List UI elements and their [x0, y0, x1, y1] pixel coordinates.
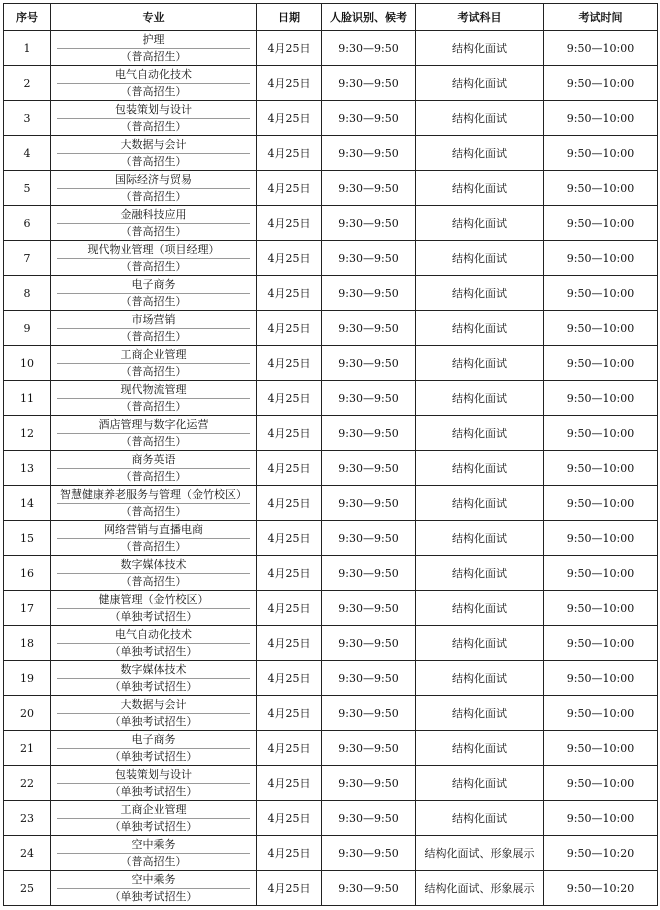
enrollment-type: （普高招生）: [120, 505, 187, 519]
major-name: 健康管理（金竹校区）: [57, 591, 250, 609]
exam-subject: 结构化面试: [416, 521, 544, 556]
enrollment-type: （单独考试招生）: [109, 680, 198, 694]
exam-time: 9:50—10:00: [544, 661, 658, 696]
table-row: [4, 696, 658, 731]
row-number: 2: [4, 66, 51, 101]
exam-subject: 结构化面试: [416, 451, 544, 486]
exam-date: 4月25日: [257, 101, 322, 136]
exam-subject: 结构化面试: [416, 731, 544, 766]
table-row: [4, 871, 658, 906]
enrollment-type: （普高招生）: [120, 225, 187, 239]
exam-date: 4月25日: [257, 556, 322, 591]
major-name: 包装策划与设计: [57, 766, 250, 784]
checkin-time: 9:30—9:50: [322, 556, 416, 591]
exam-subject: 结构化面试: [416, 696, 544, 731]
row-number: 20: [4, 696, 51, 731]
row-number: 12: [4, 416, 51, 451]
enrollment-type: （普高招生）: [120, 330, 187, 344]
enrollment-type: （普高招生）: [120, 50, 187, 64]
exam-time: 9:50—10:00: [544, 136, 658, 171]
row-number: 9: [4, 311, 51, 346]
exam-subject: 结构化面试: [416, 206, 544, 241]
major-name: 大数据与会计: [57, 136, 250, 154]
exam-time: 9:50—10:00: [544, 276, 658, 311]
checkin-time: 9:30—9:50: [322, 241, 416, 276]
enrollment-type: （普高招生）: [120, 540, 187, 554]
enrollment-type: （普高招生）: [120, 575, 187, 589]
table-row: [4, 486, 658, 521]
row-number: 19: [4, 661, 51, 696]
major-cell: [51, 381, 257, 416]
row-number: 23: [4, 801, 51, 836]
checkin-time: 9:30—9:50: [322, 801, 416, 836]
checkin-time: 9:30—9:50: [322, 416, 416, 451]
exam-date: 4月25日: [257, 661, 322, 696]
exam-subject: 结构化面试、形象展示: [416, 871, 544, 906]
major-cell: [51, 451, 257, 486]
checkin-time: 9:30—9:50: [322, 101, 416, 136]
exam-subject: 结构化面试: [416, 311, 544, 346]
table-row: [4, 381, 658, 416]
table-row: [4, 556, 658, 591]
major-cell: [51, 206, 257, 241]
enrollment-type: （单独考试招生）: [109, 645, 198, 659]
exam-subject: 结构化面试: [416, 241, 544, 276]
major-cell: [51, 66, 257, 101]
exam-subject: 结构化面试、形象展示: [416, 836, 544, 871]
enrollment-type: （普高招生）: [120, 260, 187, 274]
major-cell: [51, 311, 257, 346]
header-checkin: 人脸识别、候考: [322, 4, 416, 31]
header-time: 考试时间: [544, 4, 658, 31]
major-name: 智慧健康养老服务与管理（金竹校区）: [57, 486, 250, 504]
exam-subject: 结构化面试: [416, 66, 544, 101]
exam-time: 9:50—10:00: [544, 346, 658, 381]
exam-subject: 结构化面试: [416, 591, 544, 626]
exam-date: 4月25日: [257, 451, 322, 486]
exam-time: 9:50—10:00: [544, 626, 658, 661]
major-name: 酒店管理与数字化运营: [57, 416, 250, 434]
major-cell: [51, 171, 257, 206]
enrollment-type: （单独考试招生）: [109, 610, 198, 624]
enrollment-type: （单独考试招生）: [109, 820, 198, 834]
table-row: [4, 416, 658, 451]
major-name: 工商企业管理: [57, 346, 250, 364]
major-name: 电气自动化技术: [57, 66, 250, 84]
major-name: 数字媒体技术: [57, 556, 250, 574]
exam-subject: 结构化面试: [416, 276, 544, 311]
exam-subject: 结构化面试: [416, 556, 544, 591]
exam-time: 9:50—10:00: [544, 766, 658, 801]
exam-subject: 结构化面试: [416, 346, 544, 381]
major-name: 现代物业管理（项目经理）: [57, 241, 250, 259]
major-cell: [51, 801, 257, 836]
table-row: [4, 451, 658, 486]
exam-date: 4月25日: [257, 311, 322, 346]
row-number: 7: [4, 241, 51, 276]
exam-date: 4月25日: [257, 136, 322, 171]
checkin-time: 9:30—9:50: [322, 731, 416, 766]
checkin-time: 9:30—9:50: [322, 766, 416, 801]
exam-date: 4月25日: [257, 416, 322, 451]
checkin-time: 9:30—9:50: [322, 381, 416, 416]
exam-time: 9:50—10:00: [544, 101, 658, 136]
header-date: 日期: [257, 4, 322, 31]
table-row: [4, 276, 658, 311]
enrollment-type: （普高招生）: [120, 435, 187, 449]
checkin-time: 9:30—9:50: [322, 486, 416, 521]
table-row: [4, 101, 658, 136]
exam-time: 9:50—10:00: [544, 451, 658, 486]
exam-date: 4月25日: [257, 591, 322, 626]
checkin-time: 9:30—9:50: [322, 171, 416, 206]
exam-time: 9:50—10:00: [544, 731, 658, 766]
row-number: 16: [4, 556, 51, 591]
major-cell: [51, 696, 257, 731]
checkin-time: 9:30—9:50: [322, 626, 416, 661]
major-name: 网络营销与直播电商: [57, 521, 250, 539]
exam-subject: 结构化面试: [416, 381, 544, 416]
header-row: [4, 4, 658, 31]
table-row: [4, 346, 658, 381]
exam-time: 9:50—10:00: [544, 381, 658, 416]
enrollment-type: （单独考试招生）: [109, 785, 198, 799]
row-number: 25: [4, 871, 51, 906]
exam-date: 4月25日: [257, 241, 322, 276]
major-cell: [51, 591, 257, 626]
major-cell: [51, 346, 257, 381]
table-row: [4, 801, 658, 836]
major-cell: [51, 136, 257, 171]
enrollment-type: （普高招生）: [120, 120, 187, 134]
enrollment-type: （单独考试招生）: [109, 750, 198, 764]
table-row: [4, 521, 658, 556]
exam-subject: 结构化面试: [416, 171, 544, 206]
table-row: [4, 31, 658, 66]
checkin-time: 9:30—9:50: [322, 206, 416, 241]
row-number: 8: [4, 276, 51, 311]
major-cell: [51, 766, 257, 801]
major-name: 国际经济与贸易: [57, 171, 250, 189]
enrollment-type: （普高招生）: [120, 855, 187, 869]
exam-schedule-table: [3, 3, 658, 906]
checkin-time: 9:30—9:50: [322, 836, 416, 871]
enrollment-type: （单独考试招生）: [109, 890, 198, 904]
exam-time: 9:50—10:00: [544, 801, 658, 836]
exam-date: 4月25日: [257, 871, 322, 906]
exam-time: 9:50—10:00: [544, 171, 658, 206]
exam-time: 9:50—10:00: [544, 696, 658, 731]
table-row: [4, 626, 658, 661]
major-cell: [51, 661, 257, 696]
major-name: 数字媒体技术: [57, 661, 250, 679]
enrollment-type: （普高招生）: [120, 400, 187, 414]
exam-time: 9:50—10:00: [544, 66, 658, 101]
major-name: 商务英语: [57, 451, 250, 469]
row-number: 22: [4, 766, 51, 801]
table-row: [4, 241, 658, 276]
exam-subject: 结构化面试: [416, 766, 544, 801]
exam-time: 9:50—10:00: [544, 591, 658, 626]
row-number: 13: [4, 451, 51, 486]
row-number: 14: [4, 486, 51, 521]
checkin-time: 9:30—9:50: [322, 136, 416, 171]
table-row: [4, 66, 658, 101]
exam-date: 4月25日: [257, 626, 322, 661]
table-row: [4, 171, 658, 206]
major-cell: [51, 241, 257, 276]
exam-date: 4月25日: [257, 836, 322, 871]
exam-subject: 结构化面试: [416, 136, 544, 171]
exam-date: 4月25日: [257, 801, 322, 836]
checkin-time: 9:30—9:50: [322, 31, 416, 66]
exam-schedule-sheet: [3, 3, 658, 906]
major-name: 工商企业管理: [57, 801, 250, 819]
exam-subject: 结构化面试: [416, 31, 544, 66]
exam-date: 4月25日: [257, 696, 322, 731]
major-cell: [51, 626, 257, 661]
row-number: 24: [4, 836, 51, 871]
row-number: 21: [4, 731, 51, 766]
enrollment-type: （普高招生）: [120, 470, 187, 484]
row-number: 5: [4, 171, 51, 206]
header-no: 序号: [4, 4, 51, 31]
exam-subject: 结构化面试: [416, 801, 544, 836]
major-name: 金融科技应用: [57, 206, 250, 224]
exam-subject: 结构化面试: [416, 626, 544, 661]
major-name: 现代物流管理: [57, 381, 250, 399]
major-cell: [51, 871, 257, 906]
major-cell: [51, 31, 257, 66]
exam-date: 4月25日: [257, 731, 322, 766]
exam-time: 9:50—10:00: [544, 486, 658, 521]
enrollment-type: （普高招生）: [120, 190, 187, 204]
major-name: 电子商务: [57, 731, 250, 749]
exam-time: 9:50—10:00: [544, 416, 658, 451]
exam-subject: 结构化面试: [416, 661, 544, 696]
major-cell: [51, 486, 257, 521]
major-cell: [51, 731, 257, 766]
exam-date: 4月25日: [257, 276, 322, 311]
enrollment-type: （普高招生）: [120, 85, 187, 99]
major-cell: [51, 521, 257, 556]
exam-date: 4月25日: [257, 766, 322, 801]
exam-subject: 结构化面试: [416, 101, 544, 136]
exam-date: 4月25日: [257, 66, 322, 101]
row-number: 17: [4, 591, 51, 626]
checkin-time: 9:30—9:50: [322, 451, 416, 486]
table-row: [4, 661, 658, 696]
checkin-time: 9:30—9:50: [322, 311, 416, 346]
row-number: 6: [4, 206, 51, 241]
checkin-time: 9:30—9:50: [322, 276, 416, 311]
major-name: 护理: [57, 31, 250, 49]
enrollment-type: （普高招生）: [120, 365, 187, 379]
table-row: [4, 836, 658, 871]
header-subject: 考试科目: [416, 4, 544, 31]
table-row: [4, 311, 658, 346]
major-cell: [51, 556, 257, 591]
checkin-time: 9:30—9:50: [322, 696, 416, 731]
enrollment-type: （单独考试招生）: [109, 715, 198, 729]
exam-time: 9:50—10:00: [544, 31, 658, 66]
exam-date: 4月25日: [257, 486, 322, 521]
exam-time: 9:50—10:20: [544, 836, 658, 871]
checkin-time: 9:30—9:50: [322, 521, 416, 556]
exam-time: 9:50—10:00: [544, 206, 658, 241]
major-name: 市场营销: [57, 311, 250, 329]
major-name: 电气自动化技术: [57, 626, 250, 644]
checkin-time: 9:30—9:50: [322, 871, 416, 906]
table-row: [4, 206, 658, 241]
exam-date: 4月25日: [257, 381, 322, 416]
exam-date: 4月25日: [257, 206, 322, 241]
exam-date: 4月25日: [257, 171, 322, 206]
major-name: 包装策划与设计: [57, 101, 250, 119]
checkin-time: 9:30—9:50: [322, 346, 416, 381]
row-number: 15: [4, 521, 51, 556]
table-row: [4, 731, 658, 766]
table-row: [4, 591, 658, 626]
checkin-time: 9:30—9:50: [322, 661, 416, 696]
table-row: [4, 136, 658, 171]
row-number: 1: [4, 31, 51, 66]
exam-time: 9:50—10:00: [544, 311, 658, 346]
enrollment-type: （普高招生）: [120, 155, 187, 169]
major-name: 空中乘务: [57, 836, 250, 854]
enrollment-type: （普高招生）: [120, 295, 187, 309]
checkin-time: 9:30—9:50: [322, 591, 416, 626]
major-name: 电子商务: [57, 276, 250, 294]
row-number: 18: [4, 626, 51, 661]
table-row: [4, 766, 658, 801]
major-cell: [51, 836, 257, 871]
row-number: 4: [4, 136, 51, 171]
exam-time: 9:50—10:20: [544, 871, 658, 906]
exam-date: 4月25日: [257, 521, 322, 556]
major-name: 空中乘务: [57, 871, 250, 889]
exam-subject: 结构化面试: [416, 486, 544, 521]
exam-time: 9:50—10:00: [544, 521, 658, 556]
exam-date: 4月25日: [257, 31, 322, 66]
major-cell: [51, 276, 257, 311]
row-number: 10: [4, 346, 51, 381]
row-number: 11: [4, 381, 51, 416]
major-cell: [51, 416, 257, 451]
exam-time: 9:50—10:00: [544, 241, 658, 276]
row-number: 3: [4, 101, 51, 136]
exam-date: 4月25日: [257, 346, 322, 381]
header-major: 专业: [51, 4, 257, 31]
major-cell: [51, 101, 257, 136]
exam-subject: 结构化面试: [416, 416, 544, 451]
checkin-time: 9:30—9:50: [322, 66, 416, 101]
exam-time: 9:50—10:00: [544, 556, 658, 591]
major-name: 大数据与会计: [57, 696, 250, 714]
